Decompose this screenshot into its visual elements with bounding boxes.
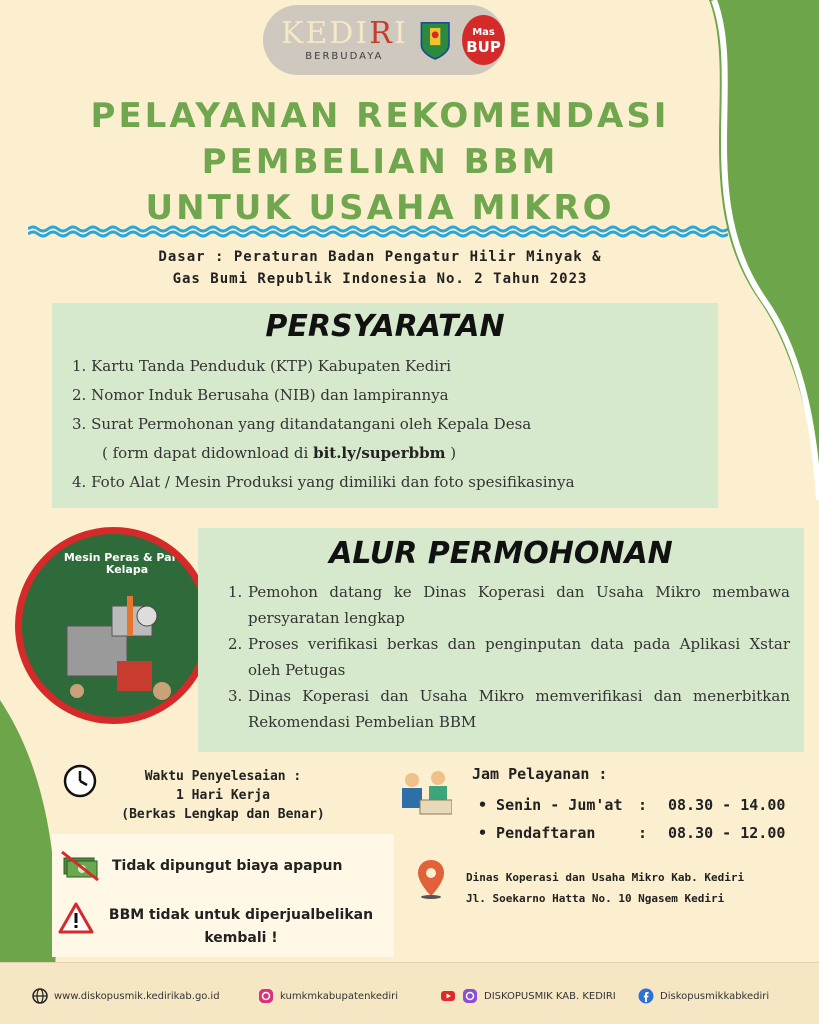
list-item: 2. Proses verifikasi berkas dan penginputan data pada Aplikasi Xstar oleh Petugas <box>228 635 790 679</box>
globe-icon <box>32 988 48 1004</box>
masbup-logo: Mas BUP <box>462 15 505 65</box>
page-title: PELAYANAN REKOMENDASI PEMBELIAN BBM UNTUK USAHA MIKRO <box>90 96 670 228</box>
list-item: 4. Foto Alat / Mesin Produksi yang dimiliki dan foto spesifikasinya <box>72 473 575 491</box>
requirements-box <box>52 303 718 508</box>
instagram-icon <box>258 988 274 1004</box>
service-counter-icon <box>398 768 452 818</box>
footer-instagram[interactable]: kumkmkabupatenkediri <box>258 988 398 1004</box>
list-item: 1. Kartu Tanda Penduduk (KTP) Kabupaten Kediri <box>72 357 452 375</box>
header-logo-group <box>263 5 505 75</box>
list-item: 1. Pemohon datang ke Dinas Koperasi dan Usaha Mikro membawa persyaratan lengkap <box>228 583 790 627</box>
requirements-heading: PERSYARATAN <box>265 309 505 344</box>
form-download-note: ( form dapat didownload di bit.ly/superbbm ) <box>102 444 457 462</box>
machine-photo <box>15 527 212 724</box>
list-item: 3. Dinas Koperasi dan Usaha Mikro memverifikasi dan menerbitkan Rekomendasi Pembelian BBM <box>228 687 790 731</box>
requirements-list <box>52 352 718 497</box>
location-pin-icon <box>416 858 446 900</box>
office-address: Dinas Koperasi dan Usaha Mikro Kab. Kediri Jl. Soekarno Hatta No. 10 Ngasem Kediri <box>466 871 745 905</box>
no-fee-money-icon <box>60 848 100 882</box>
wave-divider <box>28 222 728 242</box>
notes-box <box>52 834 394 957</box>
no-resale-note: BBM tidak untuk diperjualbelikan kembali ! <box>108 907 374 946</box>
facebook-icon <box>638 988 654 1004</box>
instagram-icon <box>462 988 478 1004</box>
form-download-link[interactable]: bit.ly/superbbm <box>313 444 446 462</box>
completion-time: Waktu Penyelesaian : 1 Hari Kerja (Berkas Lengkap dan Benar) <box>121 769 325 822</box>
machine-illustration-icon <box>57 576 177 706</box>
application-flow-box <box>198 528 804 752</box>
kediri-tagline: BERBUDAYA <box>305 50 384 62</box>
regency-crest-icon <box>418 16 452 64</box>
service-hours-row: • Senin - Jum'at : 08.30 - 14.00 <box>478 796 786 814</box>
application-flow-heading: ALUR PERMOHONAN <box>329 536 673 571</box>
service-hours-row: • Pendaftaran : 08.30 - 12.00 <box>478 824 786 842</box>
footer-facebook[interactable]: Diskopusmikkabkediri <box>638 988 769 1004</box>
service-hours-title: Jam Pelayanan : <box>472 765 608 783</box>
list-item: 3. Surat Permohonan yang ditandatangani oleh Kepala Desa <box>72 415 532 433</box>
legal-basis: Dasar : Peraturan Badan Pengatur Hilir Minyak & Gas Bumi Republik Indonesia No. 2 Tahun 2023 <box>158 249 602 287</box>
youtube-icon <box>440 988 456 1004</box>
footer-website[interactable]: www.diskopusmik.kedirikab.go.id <box>32 988 220 1004</box>
application-flow-list <box>198 579 804 735</box>
warning-icon <box>58 902 94 934</box>
footer-youtube[interactable]: DISKOPUSMIK KAB. KEDIRI <box>440 988 616 1004</box>
machine-photo-label: Mesin Peras & Parut Kelapa <box>63 551 191 576</box>
no-fee-note: Tidak dipungut biaya apapun <box>112 858 343 874</box>
list-item: 2. Nomor Induk Berusaha (NIB) dan lampirannya <box>72 386 449 404</box>
kediri-logo: KEDIRI BERBUDAYA <box>281 15 408 62</box>
